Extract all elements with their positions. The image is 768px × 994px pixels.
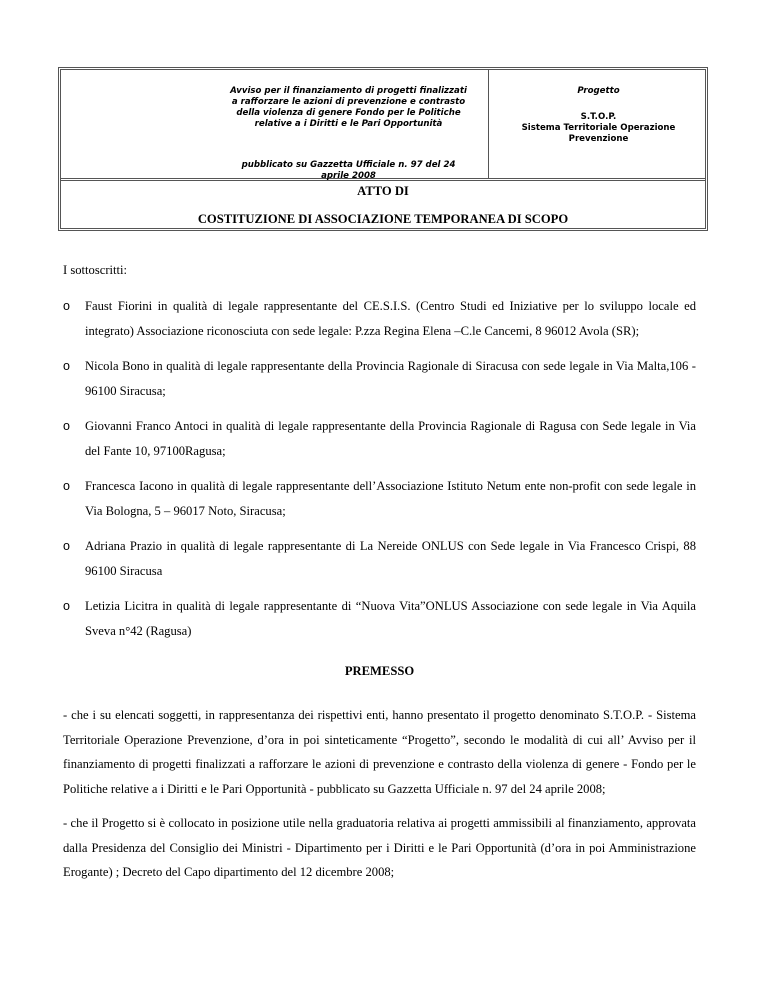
signatory-item [63, 474, 696, 523]
signatories-list [63, 294, 696, 643]
notice-line: della violenza di genere Fondo per le Politiche [236, 108, 461, 118]
publication-info [211, 160, 486, 182]
bullet-icon: o [63, 359, 70, 373]
document-body [63, 258, 696, 895]
signatory-text: Giovanni Franco Antoci in qualità di legale rappresentante della Provincia Ragionale di Ragusa con Sede legale in Via del Fante 10, 97100Ragusa; [85, 419, 696, 458]
signatory-text: Faust Fiorini in qualità di legale rappresentante del CE.S.I.S. (Centro Studi ed Iniziative per lo sviluppo locale ed integrato) Associazione riconosciuta con sede legale: P.zza Regina Elena –C.le Cancemi, 8 96012 Avola (SR); [85, 299, 696, 338]
header-divider [488, 70, 489, 178]
header-box [58, 67, 708, 231]
bullet-icon: o [63, 539, 70, 553]
act-title: ATTO DI [357, 184, 409, 198]
signatory-text: Francesca Iacono in qualità di legale rappresentante dell’Associazione Istituto Netum ente non-profit con sede legale in Via Bologna, 5 – 96017 Noto, Siracusa; [85, 479, 696, 518]
act-title-block [61, 180, 705, 227]
bullet-icon: o [63, 479, 70, 493]
header-top-row [61, 70, 705, 181]
project-label: Progetto [577, 86, 620, 96]
publication-line: aprile 2008 [321, 171, 376, 181]
project-name: S.T.O.P. [580, 112, 617, 122]
bullet-icon: o [63, 599, 70, 613]
bullet-icon: o [63, 419, 70, 433]
signatory-text: Nicola Bono in qualità di legale rappresentante della Provincia Ragionale di Siracusa con sede legale in Via Malta,106 - 96100 Siracusa; [85, 359, 696, 398]
signatory-item [63, 354, 696, 403]
notice-line: relative a i Diritti e le Pari Opportunità [254, 119, 443, 129]
notice-line: a rafforzare le azioni di prevenzione e contrasto [231, 97, 466, 107]
notice-block [211, 86, 486, 182]
project-desc-line: Sistema Territoriale Operazione [521, 123, 676, 133]
publication-line: pubblicato su Gazzetta Ufficiale n. 97 del 24 [241, 160, 456, 170]
signatory-item [63, 294, 696, 343]
premise-paragraph: - che i su elencati soggetti, in rappresentanza dei rispettivi enti, hanno presentato il progetto denominato S.T.O.P. - Sistema Territoriale Operazione Prevenzione, d’ora in poi sinteticamente “Progetto”, secondo le modalità di cui all’ Avviso per il finanziamento di progetti finalizzati a rafforzare le azioni di prevenzione e contrasto della violenza di genere - Fondo per le Politiche relative a i Diritti e le Pari Opportunità - pubblicato su Gazzetta Ufficiale n. 97 del 24 aprile 2008; [63, 708, 696, 796]
notice-line: Avviso per il finanziamento di progetti finalizzati [230, 86, 467, 96]
signatory-text: Adriana Prazio in qualità di legale rappresentante di La Nereide ONLUS con Sede legale in Via Francesco Crispi, 88 96100 Siracusa [85, 539, 696, 578]
signatory-item [63, 534, 696, 583]
premise-paragraph: - che il Progetto si è collocato in posizione utile nella graduatoria relativa ai progetti ammissibili al finanziamento, approvata dalla Presidenza del Consiglio dei Ministri - Dipartimento per i Diritti e le Pari Opportunità (d’ora in poi Amministrazione Erogante) ; Decreto del Capo dipartimento del 12 dicembre 2008; [63, 816, 696, 879]
section-title: PREMESSO [344, 664, 415, 678]
act-subtitle: COSTITUZIONE DI ASSOCIAZIONE TEMPORANEA DI SCOPO [197, 212, 569, 226]
signatory-text: Letizia Licitra in qualità di legale rappresentante di “Nuova Vita”ONLUS Associazione con sede legale in Via Aquila Sveva n°42 (Ragusa) [85, 599, 696, 638]
signatory-item [63, 594, 696, 643]
project-desc-line: Prevenzione [568, 134, 629, 144]
intro-text: I sottoscritti: [63, 263, 128, 277]
signatory-item [63, 414, 696, 463]
project-block [491, 86, 706, 145]
bullet-icon: o [63, 299, 70, 313]
